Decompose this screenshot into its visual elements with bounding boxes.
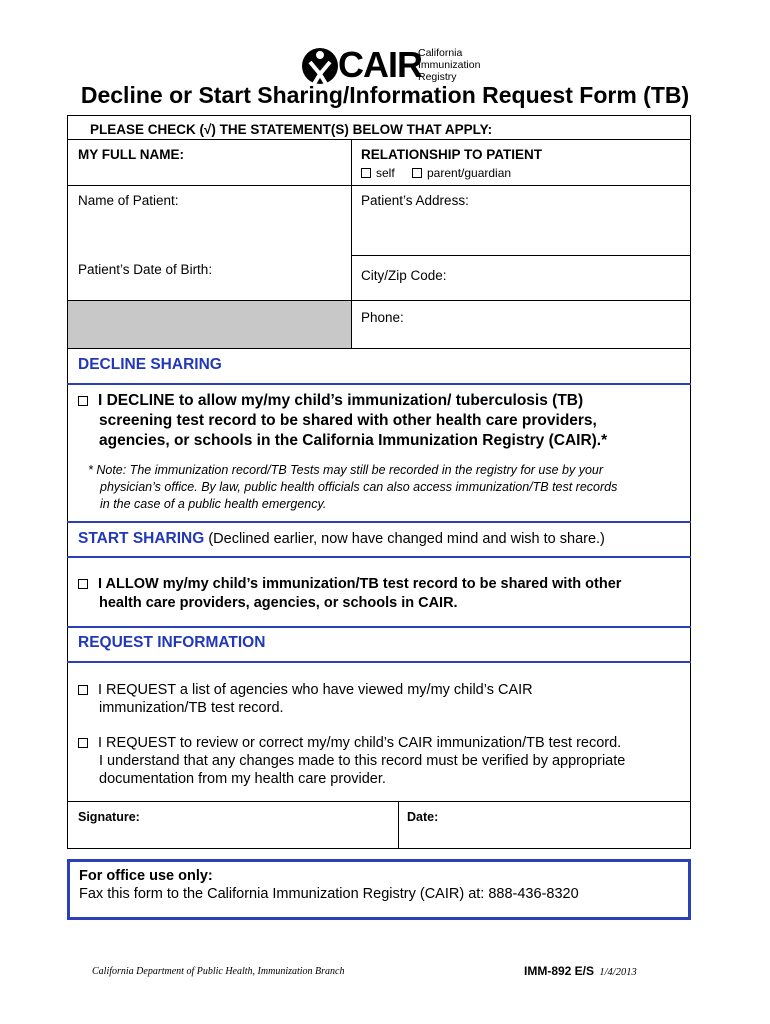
dob-label: Patient’s Date of Birth:	[78, 262, 213, 277]
relationship-label: RELATIONSHIP TO PATIENT	[361, 147, 543, 162]
self-checkbox[interactable]	[361, 168, 371, 178]
office-fax-text: Fax this form to the California Immunization Registry (CAIR) at: 888-436-8320	[79, 886, 579, 902]
cair-logo	[298, 44, 488, 86]
office-use-box	[67, 859, 691, 920]
phone-field[interactable]	[352, 326, 690, 347]
city-zip-label: City/Zip Code:	[361, 268, 447, 283]
city-zip-field[interactable]	[352, 284, 690, 299]
parent-guardian-label: parent/guardian	[427, 166, 512, 180]
start-sharing-heading: START SHARING	[78, 530, 205, 547]
footer-form-date: 1/4/2013	[599, 967, 637, 978]
request-information-heading: REQUEST INFORMATION	[78, 634, 266, 651]
allow-statement: I ALLOW my/my child’s immunization/TB test record to be shared with other health care providers, agencies, or schools in CAIR.	[78, 575, 678, 613]
signature-field[interactable]	[150, 806, 395, 846]
patient-name-label: Name of Patient:	[78, 193, 179, 208]
request-list-statement: I REQUEST a list of agencies who have viewed my/my child’s CAIR immunization/TB test record.	[78, 681, 678, 717]
patient-address-field[interactable]	[352, 210, 690, 254]
phone-label: Phone:	[361, 310, 404, 325]
shaded-cell	[68, 301, 351, 348]
self-label: self	[376, 166, 395, 180]
date-field[interactable]	[445, 806, 688, 846]
signature-label: Signature:	[78, 810, 140, 824]
start-sharing-subheading: (Declined earlier, now have changed mind and wish to share.)	[208, 531, 605, 547]
instructions: PLEASE CHECK (√) THE STATEMENT(S) BELOW THAT APPLY:	[90, 122, 493, 137]
relationship-self-option[interactable]	[361, 166, 395, 180]
parent-guardian-checkbox[interactable]	[412, 168, 422, 178]
request-review-checkbox[interactable]	[78, 738, 88, 748]
date-label: Date:	[407, 810, 439, 824]
full-name-label: MY FULL NAME:	[78, 147, 184, 162]
footer-department: California Department of Public Health, Immunization Branch	[92, 966, 345, 977]
full-name-field[interactable]	[68, 160, 350, 184]
request-review-statement: I REQUEST to review or correct my/my child’s CAIR immunization/TB test record. I understand that any changes made to this record must be verified by appropriate documentation from my health care provider.	[78, 734, 688, 788]
relationship-parent-option[interactable]	[412, 166, 511, 180]
decline-sharing-heading: DECLINE SHARING	[78, 356, 222, 373]
patient-address-label: Patient’s Address:	[361, 193, 469, 208]
allow-checkbox[interactable]	[78, 579, 88, 589]
logo-text: CAIR	[338, 44, 422, 85]
decline-checkbox[interactable]	[78, 396, 88, 406]
decline-note: * Note: The immunization record/TB Tests may still be recorded in the registry for use by your physician’s office. By law, public health officials can also access immunization/TB test records in the case of a public health emergency.	[88, 463, 618, 511]
start-sharing-heading-row	[78, 530, 605, 548]
logo-subtitle: California Immunization Registry	[418, 47, 481, 83]
decline-statement: I DECLINE to allow my/my child’s immunization/ tuberculosis (TB) screening test record to be shared with other health care providers, agencies, or schools in the California Immunization Registry (CAIR).*	[78, 391, 678, 451]
patient-name-field[interactable]	[68, 210, 350, 298]
footer-form-id: IMM-892 E/S	[524, 964, 595, 978]
footer-form-id-row	[524, 964, 637, 978]
office-use-heading: For office use only:	[79, 868, 213, 884]
request-list-checkbox[interactable]	[78, 685, 88, 695]
cair-figure-icon	[298, 44, 338, 86]
form-title: Decline or Start Sharing/Information Request Form (TB)	[80, 82, 690, 108]
